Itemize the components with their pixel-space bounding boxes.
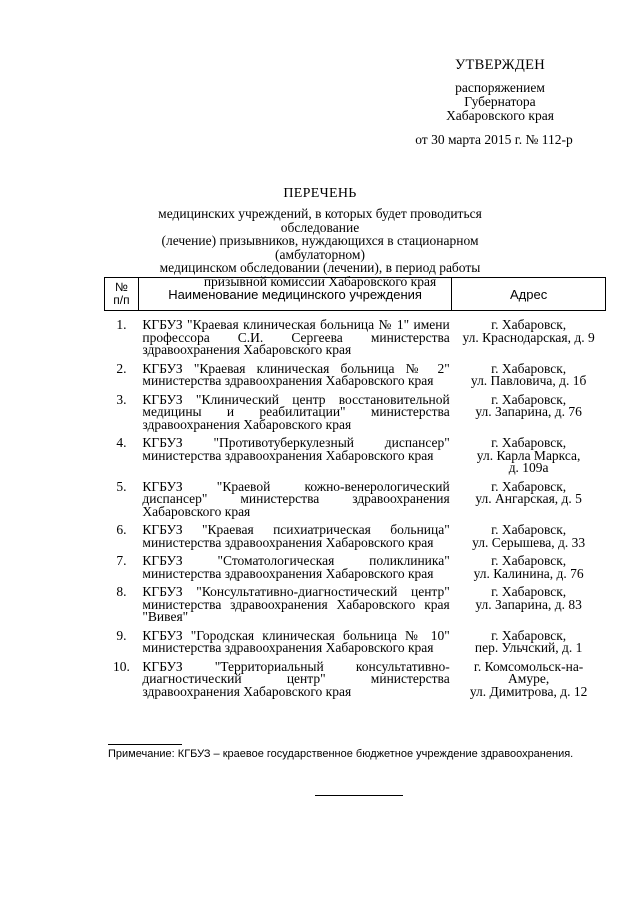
- address-line: г. Хабаровск,: [491, 317, 567, 332]
- subtitle-line: медицинском обследовании (лечении), в период работы: [159, 260, 481, 275]
- address-line: г. Хабаровск,: [491, 435, 567, 450]
- address-line: ул. Карла Маркса,: [476, 447, 581, 463]
- row-address: [452, 552, 606, 583]
- row-number: 6.: [116, 522, 127, 537]
- approval-line-3: Хабаровского края: [446, 108, 554, 123]
- header-name: Наименование медицинского учреждения: [138, 278, 451, 311]
- row-institution-name: КГБУЗ "Стоматологическая поликлиника" министерства здравоохранения Хабаровского края: [142, 553, 450, 581]
- table-header-row: [105, 278, 606, 311]
- header-number: [105, 278, 139, 311]
- subtitle-line: (лечение) призывников, нуждающихся в стационарном (амбулаторном): [161, 233, 479, 262]
- address-line: г. Хабаровск,: [491, 478, 567, 494]
- address-line: ул. Димитрова, д. 12: [469, 683, 588, 699]
- address-line: г. Хабаровск,: [491, 522, 567, 537]
- table-row: [105, 391, 606, 435]
- address-line: ул. Запарина, д. 83: [475, 596, 582, 612]
- row-institution-name: КГБУЗ "Клинический центр восстановительной медицины и реабилитации" министерства здравоохранения Хабаровского края: [142, 391, 450, 432]
- approval-line-2: Губернатора: [464, 94, 536, 109]
- row-address: [452, 391, 606, 435]
- table-row: [105, 434, 606, 478]
- table-row: [105, 583, 606, 627]
- header-number-line-1: №: [115, 280, 128, 294]
- subtitle-line: медицинских учреждений, в которых будет проводиться обследование: [158, 206, 482, 235]
- row-address: [452, 360, 606, 391]
- address-line: Амуре,: [508, 671, 550, 686]
- row-number: 2.: [116, 360, 127, 376]
- address-line: г. Хабаровск,: [491, 627, 567, 643]
- address-line: г. Хабаровск,: [491, 553, 567, 568]
- address-line: ул. Павловича, д. 1б: [470, 373, 587, 388]
- row-address: [452, 478, 606, 522]
- row-institution-name: КГБУЗ "Краевая психиатрическая больница" министерства здравоохранения Хабаровского края: [142, 522, 450, 550]
- subtitle-line: призывной комиссии Хабаровского края: [203, 273, 437, 289]
- table-row: [105, 658, 606, 702]
- address-line: ул. Калинина, д. 76: [473, 565, 584, 581]
- row-number: 7.: [116, 553, 127, 568]
- row-institution-name: КГБУЗ "Противотуберкулезный диспансер" министерства здравоохранения Хабаровского края: [142, 435, 450, 463]
- table-body: [105, 311, 606, 702]
- document-subtitle: [120, 207, 520, 288]
- footnote-divider: [108, 744, 182, 745]
- row-institution-name: КГБУЗ "Краевая клиническая больница № 2" министерства здравоохранения Хабаровского края: [142, 360, 450, 388]
- row-address: [452, 521, 606, 552]
- row-number: 8.: [116, 584, 127, 599]
- row-address: [452, 434, 606, 478]
- approval-line-1: распоряжением: [455, 80, 545, 95]
- row-number: 9.: [116, 627, 127, 643]
- row-address: [452, 658, 606, 702]
- address-line: пер. Ульчский, д. 1: [474, 640, 583, 655]
- document-title: ПЕРЕЧЕНЬ: [283, 186, 357, 201]
- row-number: 3.: [116, 391, 127, 407]
- address-line: г. Комсомольск-на-: [473, 658, 584, 674]
- row-number: 10.: [113, 658, 130, 674]
- address-line: ул. Ангарская, д. 5: [475, 491, 582, 506]
- header-number-line-2: п/п: [113, 293, 130, 307]
- approval-block: [400, 58, 600, 147]
- approval-heading: УТВЕРЖДЕН: [454, 57, 546, 73]
- table-row: [105, 521, 606, 552]
- row-number: 5.: [116, 478, 127, 494]
- row-number: 4.: [116, 435, 127, 450]
- footnote: Примечание: КГБУЗ – краевое государственное бюджетное учреждение здравоохранения.: [108, 748, 574, 760]
- row-address: [452, 311, 606, 360]
- table-row: [105, 627, 606, 658]
- address-line: д. 109а: [508, 460, 549, 475]
- row-number: 1.: [116, 317, 127, 332]
- address-line: ул. Серышева, д. 33: [472, 534, 586, 550]
- address-line: г. Хабаровск,: [491, 391, 567, 407]
- row-institution-name: КГБУЗ "Краевой кожно-венерологический диспансер" министерства здравоохранения Хабаровского края: [142, 478, 450, 519]
- address-line: ул. Запарина, д. 76: [475, 404, 582, 419]
- row-address: [452, 583, 606, 627]
- table-row: [105, 360, 606, 391]
- row-institution-name: КГБУЗ "Городская клиническая больница № 10" министерства здравоохранения Хабаровского края: [142, 627, 450, 655]
- address-line: г. Хабаровск,: [491, 360, 567, 376]
- address-line: г. Хабаровск,: [491, 584, 567, 599]
- institutions-table: [104, 273, 606, 701]
- row-institution-name: КГБУЗ "Территориальный консультативно-диагностический центр" министерства здравоохранения Хабаровского края: [142, 658, 450, 699]
- address-line: ул. Краснодарская, д. 9: [462, 329, 595, 345]
- table-row: [105, 311, 606, 360]
- table-row: [105, 478, 606, 522]
- row-institution-name: КГБУЗ "Консультативно-диагностический центр" министерства здравоохранения Хабаровского края "Вивея": [142, 584, 450, 624]
- table-row: [105, 552, 606, 583]
- end-divider: [315, 795, 403, 796]
- header-address: Адрес: [452, 278, 606, 311]
- row-institution-name: КГБУЗ "Краевая клиническая больница № 1" имени профессора С.И. Сергеева министерства здравоохранения Хабаровского края: [142, 317, 450, 357]
- row-address: [452, 627, 606, 658]
- approval-date: от 30 марта 2015 г. № 112-р: [415, 132, 573, 147]
